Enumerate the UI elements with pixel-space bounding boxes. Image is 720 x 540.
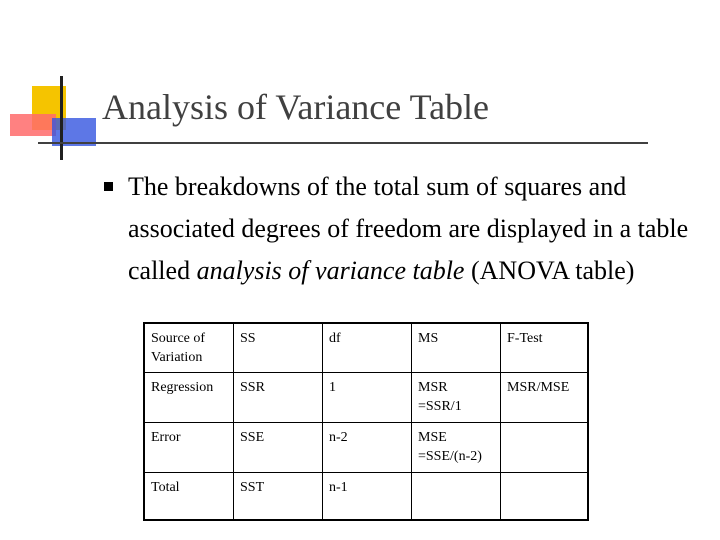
cell-df: n-1 bbox=[323, 473, 412, 521]
header-source: Source of Variation bbox=[144, 323, 234, 373]
header-ms: MS bbox=[412, 323, 501, 373]
table-header-row bbox=[144, 323, 588, 373]
cell-ms bbox=[412, 423, 501, 473]
header-ss: SS bbox=[234, 323, 323, 373]
cell-ms bbox=[412, 373, 501, 423]
bullet-text-part-3: (ANOVA table) bbox=[464, 256, 635, 285]
title-underline bbox=[38, 142, 648, 144]
bullet-text bbox=[128, 166, 698, 292]
deco-vertical-line bbox=[60, 76, 63, 160]
cell-f bbox=[501, 423, 589, 473]
cell-ms-line1: MSE bbox=[418, 430, 447, 445]
cell-source: Total bbox=[144, 473, 234, 521]
slide-title: Analysis of Variance Table bbox=[102, 87, 490, 127]
cell-source: Regression bbox=[144, 373, 234, 423]
header-df: df bbox=[323, 323, 412, 373]
cell-ms bbox=[412, 473, 501, 521]
table-row-regression bbox=[144, 373, 588, 423]
cell-ms-line2: =SSE/(n-2) bbox=[418, 449, 482, 464]
cell-ss: SST bbox=[234, 473, 323, 521]
cell-f bbox=[501, 473, 589, 521]
cell-ss: SSR bbox=[234, 373, 323, 423]
deco-red-bar bbox=[10, 114, 56, 136]
cell-ms-line2: =SSR/1 bbox=[418, 399, 462, 414]
header-f-test: F-Test bbox=[501, 323, 589, 373]
anova-table bbox=[143, 322, 589, 521]
title-decoration-graphic bbox=[0, 0, 110, 170]
cell-df: n-2 bbox=[323, 423, 412, 473]
cell-ss: SSE bbox=[234, 423, 323, 473]
bullet-square-icon bbox=[104, 182, 113, 191]
table-row-error bbox=[144, 423, 588, 473]
cell-source: Error bbox=[144, 423, 234, 473]
cell-df: 1 bbox=[323, 373, 412, 423]
bullet-text-term: analysis of variance table bbox=[196, 256, 465, 285]
cell-ms-line1: MSR bbox=[418, 380, 448, 395]
bullet-text-part-1: The breakdowns of the total sum of squares and associated degrees of freedom are displayed in a table called bbox=[128, 172, 689, 285]
table-row-total bbox=[144, 473, 588, 521]
cell-f: MSR/MSE bbox=[501, 373, 589, 423]
